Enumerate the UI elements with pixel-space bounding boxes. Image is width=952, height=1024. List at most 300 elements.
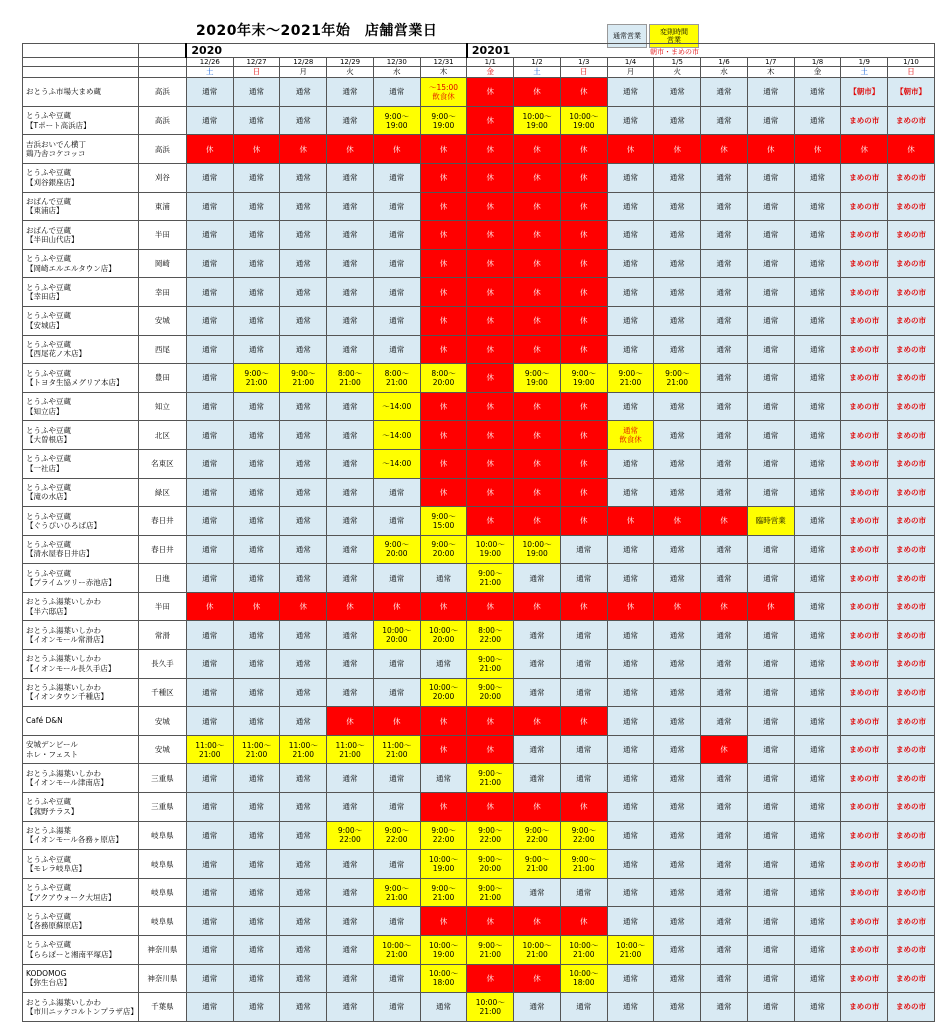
hours-cell (607, 964, 654, 993)
hours-cell (186, 535, 233, 564)
hours-text: 通常 (342, 773, 358, 783)
store-name-line: とうふや豆蔵 (26, 311, 71, 321)
store-name-line: 【安城店】 (26, 320, 64, 330)
hours-text: 休 (580, 916, 588, 926)
store-name-line: 【弥生台店】 (26, 978, 71, 988)
weekday-header: 日 (233, 67, 280, 78)
hours-text: 通常 (810, 516, 826, 526)
hours-cell (747, 878, 794, 907)
hours-cell (233, 735, 280, 764)
hours-cell (420, 707, 467, 736)
store-name-line: おとうふ市場大まめ蔵 (26, 87, 101, 97)
hours-cell (560, 564, 607, 593)
hours-text: まめの市 (849, 916, 880, 926)
hours-text: 9:00～ (478, 826, 503, 836)
store-row (23, 106, 935, 135)
hours-cell (514, 936, 561, 965)
hours-text: 通常 (342, 945, 358, 955)
hours-text: 通常 (810, 687, 826, 697)
store-name-line: とうふや豆蔵 (26, 282, 71, 292)
hours-text: 休 (346, 144, 354, 154)
hours-cell (607, 478, 654, 507)
hours-cell (467, 106, 514, 135)
hours-text: まめの市 (849, 173, 880, 183)
hours-text: 9:00～ (431, 826, 456, 836)
hours-cell (420, 135, 467, 164)
hours-cell (794, 878, 841, 907)
hours-cell (420, 335, 467, 364)
hours-cell (233, 306, 280, 335)
hours-cell (420, 821, 467, 850)
hours-text: 22:00 (385, 835, 408, 845)
hours-cell (654, 678, 701, 707)
hours-cell (327, 278, 374, 307)
hours-text: 通常 (623, 173, 639, 183)
hours-cell (514, 707, 561, 736)
hours-text: 通常 (716, 430, 732, 440)
hours-text: 通常 (342, 487, 358, 497)
hours-text: まめの市 (896, 830, 927, 840)
hours-cell (186, 764, 233, 793)
hours-cell (186, 192, 233, 221)
hours-text: 休 (486, 144, 495, 154)
store-name (23, 850, 139, 879)
hours-cell (654, 249, 701, 278)
store-name (23, 621, 139, 650)
hours-cell (327, 249, 374, 278)
hours-text: 通常 (249, 173, 265, 183)
hours-cell (327, 878, 374, 907)
hours-cell (420, 793, 467, 822)
hours-text: 21:00 (245, 749, 268, 759)
hours-cell (560, 364, 607, 393)
hours-text: 通常 (202, 230, 218, 240)
hours-text: 休 (626, 516, 635, 526)
hours-cell (280, 249, 327, 278)
hours-text: まめの市 (896, 659, 927, 669)
store-name-line: とうふや豆蔵 (26, 454, 71, 464)
hours-cell (420, 764, 467, 793)
hours-cell (186, 364, 233, 393)
hours-cell (186, 907, 233, 936)
hours-cell (420, 163, 467, 192)
hours-cell (607, 535, 654, 564)
store-name-line: 【プライムツリー赤池店】 (26, 578, 116, 588)
hours-text: 通常 (342, 630, 358, 640)
hours-text: まめの市 (849, 745, 880, 755)
hours-cell (888, 850, 935, 879)
hours-text: 休 (580, 516, 588, 526)
store-area: 豊田 (138, 364, 186, 393)
hours-text: 通常 (763, 201, 779, 211)
hours-cell (888, 936, 935, 965)
hours-cell (327, 564, 374, 593)
hours-text: 休 (486, 87, 495, 97)
hours-text: 休 (486, 230, 495, 240)
hours-text: 休 (439, 344, 448, 354)
hours-cell (420, 421, 467, 450)
hours-text: 通常 (810, 373, 826, 383)
hours-cell (420, 850, 467, 879)
store-name-line: とうふや豆蔵 (26, 568, 71, 578)
hours-text: 通常 (810, 459, 826, 469)
hours-text: 通常 (763, 773, 779, 783)
hours-text: 10:00～ (522, 111, 552, 121)
store-name-line: とうふや豆蔵 (26, 940, 71, 950)
hours-cell (794, 421, 841, 450)
hours-cell (514, 907, 561, 936)
hours-cell (607, 392, 654, 421)
hours-text: 通常 (249, 945, 265, 955)
store-area: 長久手 (138, 650, 186, 679)
hours-text: 通常 (763, 802, 779, 812)
hours-cell (373, 135, 420, 164)
hours-cell (373, 335, 420, 364)
hours-cell (888, 135, 935, 164)
hours-cell (514, 221, 561, 250)
hours-text: 9:00～ (571, 368, 596, 378)
hours-text: 19:00 (572, 120, 595, 130)
hours-text: 休 (533, 287, 541, 297)
hours-text: 22:00 (526, 835, 548, 845)
hours-text: 通常 (669, 287, 685, 297)
hours-cell (327, 821, 374, 850)
hours-text: 21:00 (385, 892, 408, 902)
hours-cell (280, 564, 327, 593)
hours-text: 11:00～ (288, 740, 318, 750)
hours-cell (888, 564, 935, 593)
hours-text: 通常 (389, 1002, 405, 1012)
hours-cell (747, 364, 794, 393)
hours-cell (607, 592, 654, 621)
hours-cell (420, 650, 467, 679)
hours-cell (654, 793, 701, 822)
hours-text: 通常 (202, 316, 218, 326)
hours-text: 通常 (669, 87, 685, 97)
hours-cell (467, 478, 514, 507)
hours-cell (420, 878, 467, 907)
hours-cell (467, 993, 514, 1022)
hours-cell (560, 936, 607, 965)
hours-cell (280, 392, 327, 421)
hours-cell (373, 764, 420, 793)
hours-cell (560, 192, 607, 221)
store-name-line: おとうふ湯葉いしかわ (26, 997, 101, 1007)
store-name (23, 392, 139, 421)
hours-cell (327, 964, 374, 993)
hours-cell (747, 564, 794, 593)
hours-cell (794, 478, 841, 507)
store-row (23, 221, 935, 250)
hours-text: 22:00 (432, 835, 455, 845)
hours-cell (888, 449, 935, 478)
hours-text: 通常 (202, 888, 218, 898)
hours-text: まめの市 (896, 201, 927, 211)
hours-text: まめの市 (849, 573, 880, 583)
hours-text: 通常 (529, 630, 545, 640)
store-area: 春日井 (138, 507, 186, 536)
hours-cell (233, 221, 280, 250)
hours-text: 通常 (389, 773, 405, 783)
hours-text: 通常 (202, 802, 218, 812)
hours-cell (233, 278, 280, 307)
hours-cell (560, 592, 607, 621)
hours-text: 【朝市】 (896, 87, 927, 97)
hours-text: 通常 (342, 201, 358, 211)
hours-text: 通常 (810, 573, 826, 583)
store-area: 西尾 (138, 335, 186, 364)
hours-cell (654, 335, 701, 364)
hours-text: 通常 (623, 1002, 639, 1012)
hours-text: まめの市 (849, 373, 880, 383)
store-name-line: おとうふ湯葉 (26, 826, 71, 836)
hours-text: 20:00 (385, 549, 408, 559)
hours-text: 通常 (716, 916, 732, 926)
store-name (23, 821, 139, 850)
hours-text: 休 (580, 802, 588, 812)
hours-text: 通常 (249, 287, 265, 297)
hours-text: 10:00～ (569, 969, 599, 979)
store-row (23, 592, 935, 621)
hours-cell (607, 135, 654, 164)
hours-text: 通常 (623, 426, 639, 436)
hours-text: 21:00 (292, 377, 315, 387)
hours-text: まめの市 (849, 402, 880, 412)
hours-cell (514, 392, 561, 421)
store-name (23, 793, 139, 822)
hours-cell (560, 878, 607, 907)
hours-cell (233, 821, 280, 850)
hours-cell (467, 821, 514, 850)
hours-text: 休 (580, 344, 588, 354)
store-area: 高浜 (138, 106, 186, 135)
hours-text: 通常 (763, 716, 779, 726)
hours-text: 通常 (716, 173, 732, 183)
year-2020-label: 2020 (186, 44, 467, 58)
hours-text: 9:00～ (431, 111, 456, 121)
store-row (23, 478, 935, 507)
date-header: 1/2 (514, 58, 561, 67)
hours-text: 通常 (623, 888, 639, 898)
hours-text: 通常 (389, 344, 405, 354)
store-name (23, 135, 139, 164)
hours-text: まめの市 (896, 916, 927, 926)
hours-text: 9:00～ (431, 883, 456, 893)
hours-text: 通常 (202, 116, 218, 126)
hours-cell (467, 421, 514, 450)
hours-cell (701, 478, 748, 507)
hours-text: まめの市 (896, 859, 927, 869)
hours-cell (654, 907, 701, 936)
hours-text: 通常 (389, 316, 405, 326)
hours-cell (607, 907, 654, 936)
hours-text: まめの市 (849, 602, 880, 612)
store-name-line: とうふや豆蔵 (26, 540, 71, 550)
hours-cell (420, 936, 467, 965)
hours-cell (280, 278, 327, 307)
hours-text: 休 (486, 459, 495, 469)
hours-text: 休 (486, 344, 495, 354)
hours-cell (841, 221, 888, 250)
hours-cell (233, 392, 280, 421)
store-name (23, 907, 139, 936)
hours-text: 通常 (342, 116, 358, 126)
hours-cell (420, 221, 467, 250)
hours-cell (560, 850, 607, 879)
hours-text: 休 (439, 259, 448, 269)
store-name-line: とうふや豆蔵 (26, 883, 71, 893)
hours-text: 9:00～ (431, 511, 456, 521)
hours-text: 通常 (716, 687, 732, 697)
hours-cell (373, 735, 420, 764)
hours-cell (794, 535, 841, 564)
hours-text: 通常 (810, 773, 826, 783)
store-area: 安城 (138, 735, 186, 764)
hours-cell (841, 335, 888, 364)
hours-text: 15:00 (432, 520, 455, 530)
store-area: 神奈川県 (138, 936, 186, 965)
hours-cell (747, 793, 794, 822)
hours-cell (607, 621, 654, 650)
hours-cell (888, 278, 935, 307)
hours-cell (841, 421, 888, 450)
hours-cell (373, 707, 420, 736)
hours-cell (841, 564, 888, 593)
hours-cell (794, 907, 841, 936)
hours-cell (420, 592, 467, 621)
hours-text: 休 (767, 144, 775, 154)
hours-text: 21:00 (339, 749, 361, 759)
hours-cell (373, 278, 420, 307)
hours-text: 通常 (249, 659, 265, 669)
store-name-line: 【市川ニッケコルトンプラザ店】 (26, 1006, 138, 1016)
hours-text: 通常 (623, 487, 639, 497)
hours-text: まめの市 (849, 116, 880, 126)
hours-text: 通常 (202, 859, 218, 869)
hours-cell (701, 678, 748, 707)
hours-text: 21:00 (479, 1006, 502, 1016)
hours-text: 通常 (716, 201, 732, 211)
hours-text: まめの市 (896, 316, 927, 326)
hours-cell (420, 621, 467, 650)
hours-cell (888, 392, 935, 421)
date-header-row (23, 58, 935, 67)
hours-cell (794, 335, 841, 364)
hours-cell (186, 335, 233, 364)
hours-text: 飲食休 (619, 435, 642, 445)
hours-text: 通常 (249, 87, 265, 97)
store-row (23, 821, 935, 850)
hours-text: 休 (533, 173, 541, 183)
hours-cell (186, 78, 233, 107)
hours-cell (701, 707, 748, 736)
hours-text: まめの市 (896, 287, 927, 297)
hours-cell (701, 964, 748, 993)
date-header: 12/31 (420, 58, 467, 67)
hours-cell (233, 678, 280, 707)
hours-text: まめの市 (849, 544, 880, 554)
hours-text: 通常 (249, 687, 265, 697)
hours-text: 通常 (716, 402, 732, 412)
hours-cell (560, 678, 607, 707)
store-row (23, 392, 935, 421)
store-name-line: 【ららぽーと湘南平塚店】 (26, 949, 116, 959)
hours-text: 休 (533, 144, 541, 154)
store-name-line: とうふや豆蔵 (26, 911, 71, 921)
hours-text: 休 (486, 173, 495, 183)
hours-cell (280, 478, 327, 507)
hours-text: 休 (299, 144, 308, 154)
hours-text: 通常 (810, 116, 826, 126)
hours-cell (654, 707, 701, 736)
hours-cell (654, 478, 701, 507)
hours-text: 19:00 (526, 377, 548, 387)
hours-cell (607, 78, 654, 107)
store-row (23, 449, 935, 478)
hours-text: 通常 (810, 602, 826, 612)
hours-text: 休 (486, 201, 495, 211)
hours-text: 通常 (295, 859, 311, 869)
hours-text: 通常 (716, 573, 732, 583)
hours-text: 通常 (623, 745, 639, 755)
store-name-line: 安城デンビール (26, 740, 78, 750)
store-row (23, 678, 935, 707)
hours-cell (888, 964, 935, 993)
hours-text: 通常 (342, 687, 358, 697)
hours-cell (514, 507, 561, 536)
hours-text: 休 (393, 602, 401, 612)
hours-cell (467, 592, 514, 621)
hours-cell (888, 764, 935, 793)
hours-text: 通常 (716, 973, 732, 983)
hours-cell (514, 421, 561, 450)
hours-cell (794, 306, 841, 335)
hours-text: 休 (720, 602, 728, 612)
hours-cell (186, 278, 233, 307)
hours-text: 休 (486, 430, 495, 440)
hours-text: 通常 (249, 430, 265, 440)
hours-cell (420, 735, 467, 764)
hours-text: 通常 (202, 259, 218, 269)
hours-text: 通常 (295, 116, 311, 126)
hours-cell (841, 878, 888, 907)
hours-text: 通常 (669, 230, 685, 240)
hours-text: 通常 (202, 659, 218, 669)
hours-cell (467, 335, 514, 364)
hours-text: 通常 (389, 87, 405, 97)
hours-text: 通常 (202, 459, 218, 469)
store-name (23, 478, 139, 507)
hours-cell (607, 306, 654, 335)
hours-cell (514, 564, 561, 593)
hours-cell (327, 907, 374, 936)
hours-text: 通常 (716, 230, 732, 240)
hours-cell (420, 249, 467, 278)
hours-cell (327, 478, 374, 507)
hours-cell (186, 621, 233, 650)
hours-text: 9:00～ (571, 855, 596, 865)
hours-cell (373, 650, 420, 679)
store-area: 名東区 (138, 449, 186, 478)
hours-text: まめの市 (849, 859, 880, 869)
hours-cell (701, 306, 748, 335)
hours-cell (701, 592, 748, 621)
hours-cell (794, 278, 841, 307)
hours-text: 通常 (389, 230, 405, 240)
hours-text: 9:00～ (478, 683, 503, 693)
hours-cell (701, 106, 748, 135)
hours-text: 通常 (669, 916, 685, 926)
